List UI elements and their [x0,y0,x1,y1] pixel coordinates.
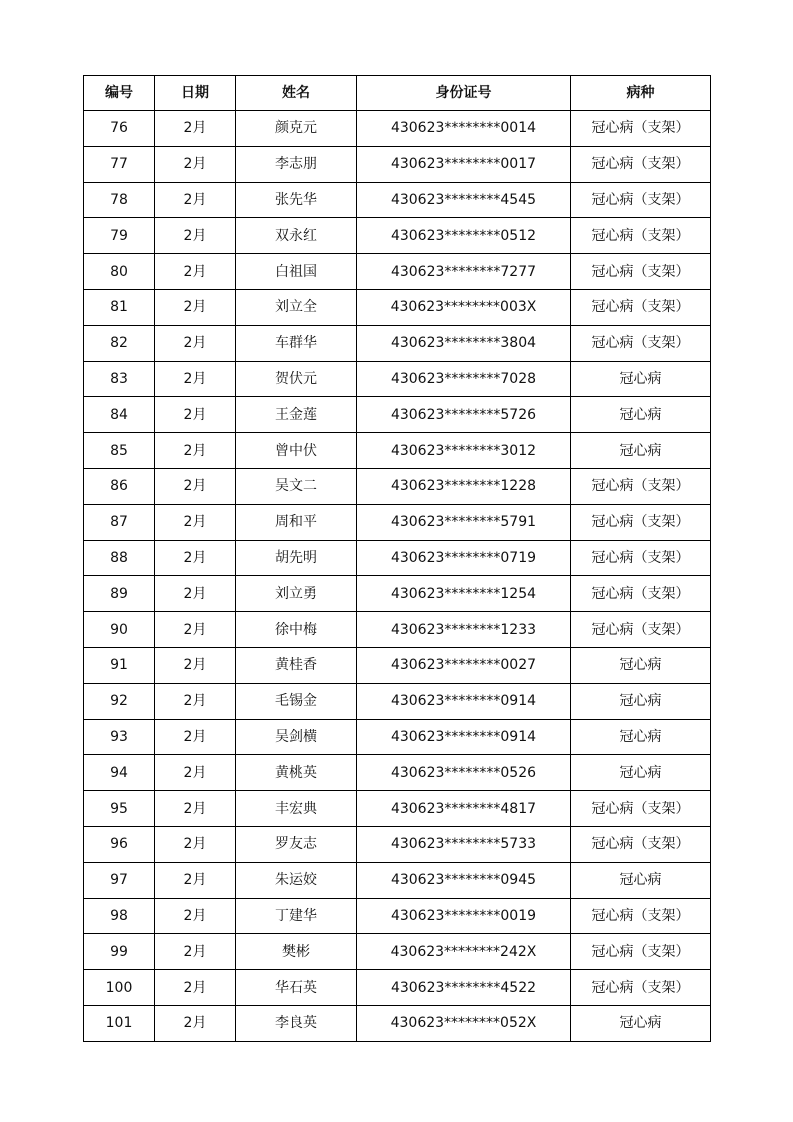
cell-number: 88 [84,540,155,576]
cell-id-number: 430623********5791 [357,504,571,540]
table-row [84,289,711,325]
cell-disease: 冠心病（支架） [571,325,711,361]
cell-number: 93 [84,719,155,755]
cell-disease: 冠心病（支架） [571,182,711,218]
table-row [84,182,711,218]
header-date: 日期 [155,76,236,111]
cell-name: 朱运姣 [236,862,357,898]
table-row [84,970,711,1006]
cell-date: 2月 [155,862,236,898]
cell-name: 颜克元 [236,111,357,147]
cell-disease: 冠心病（支架） [571,898,711,934]
table-row [84,146,711,182]
cell-disease: 冠心病 [571,647,711,683]
cell-name: 徐中梅 [236,612,357,648]
cell-name: 丁建华 [236,898,357,934]
cell-id-number: 430623********0526 [357,755,571,791]
cell-id-number: 430623********0914 [357,683,571,719]
cell-date: 2月 [155,504,236,540]
cell-id-number: 430623********4545 [357,182,571,218]
cell-name: 周和平 [236,504,357,540]
cell-disease: 冠心病（支架） [571,218,711,254]
cell-name: 刘立全 [236,289,357,325]
cell-date: 2月 [155,683,236,719]
cell-id-number: 430623********5733 [357,826,571,862]
cell-date: 2月 [155,540,236,576]
header-name: 姓名 [236,76,357,111]
cell-name: 黄桃英 [236,755,357,791]
cell-disease: 冠心病 [571,397,711,433]
cell-name: 吴文二 [236,468,357,504]
table-row [84,218,711,254]
cell-disease: 冠心病 [571,1005,711,1041]
table-body [84,111,711,1042]
cell-name: 双永红 [236,218,357,254]
header-number: 编号 [84,76,155,111]
cell-number: 96 [84,826,155,862]
cell-date: 2月 [155,576,236,612]
cell-id-number: 430623********1228 [357,468,571,504]
cell-disease: 冠心病（支架） [571,111,711,147]
cell-disease: 冠心病（支架） [571,289,711,325]
table-row [84,325,711,361]
cell-name: 华石英 [236,970,357,1006]
cell-date: 2月 [155,612,236,648]
table-row [84,540,711,576]
cell-date: 2月 [155,898,236,934]
cell-name: 吴剑横 [236,719,357,755]
cell-disease: 冠心病（支架） [571,468,711,504]
cell-name: 刘立勇 [236,576,357,612]
cell-id-number: 430623********242X [357,934,571,970]
cell-number: 81 [84,289,155,325]
cell-disease: 冠心病 [571,719,711,755]
cell-date: 2月 [155,970,236,1006]
cell-date: 2月 [155,254,236,290]
cell-date: 2月 [155,182,236,218]
cell-id-number: 430623********3804 [357,325,571,361]
cell-id-number: 430623********1233 [357,612,571,648]
cell-number: 97 [84,862,155,898]
cell-date: 2月 [155,468,236,504]
cell-disease: 冠心病 [571,862,711,898]
table-row [84,111,711,147]
cell-disease: 冠心病（支架） [571,504,711,540]
cell-id-number: 430623********7277 [357,254,571,290]
cell-name: 白祖国 [236,254,357,290]
cell-name: 李志朋 [236,146,357,182]
cell-disease: 冠心病 [571,683,711,719]
cell-number: 98 [84,898,155,934]
cell-disease: 冠心病（支架） [571,146,711,182]
cell-name: 车群华 [236,325,357,361]
cell-disease: 冠心病（支架） [571,934,711,970]
cell-date: 2月 [155,218,236,254]
cell-id-number: 430623********0027 [357,647,571,683]
cell-name: 王金莲 [236,397,357,433]
cell-date: 2月 [155,719,236,755]
cell-number: 92 [84,683,155,719]
cell-id-number: 430623********0719 [357,540,571,576]
cell-number: 99 [84,934,155,970]
cell-number: 94 [84,755,155,791]
table-row [84,862,711,898]
table-row [84,576,711,612]
cell-disease: 冠心病 [571,755,711,791]
cell-date: 2月 [155,361,236,397]
cell-number: 77 [84,146,155,182]
table-row [84,898,711,934]
cell-name: 曾中伏 [236,433,357,469]
table-row [84,433,711,469]
cell-date: 2月 [155,826,236,862]
cell-number: 85 [84,433,155,469]
cell-number: 83 [84,361,155,397]
table-row [84,791,711,827]
cell-disease: 冠心病（支架） [571,970,711,1006]
cell-name: 李良英 [236,1005,357,1041]
table-row [84,683,711,719]
cell-id-number: 430623********0512 [357,218,571,254]
cell-name: 黄桂香 [236,647,357,683]
header-disease: 病种 [571,76,711,111]
table-row [84,934,711,970]
cell-date: 2月 [155,647,236,683]
cell-date: 2月 [155,1005,236,1041]
cell-name: 樊彬 [236,934,357,970]
cell-date: 2月 [155,791,236,827]
table-row [84,361,711,397]
cell-id-number: 430623********5726 [357,397,571,433]
cell-number: 79 [84,218,155,254]
cell-id-number: 430623********052X [357,1005,571,1041]
cell-name: 毛锡金 [236,683,357,719]
table-row [84,612,711,648]
cell-disease: 冠心病 [571,361,711,397]
cell-id-number: 430623********4817 [357,791,571,827]
table-row [84,397,711,433]
cell-id-number: 430623********003X [357,289,571,325]
cell-date: 2月 [155,325,236,361]
cell-number: 89 [84,576,155,612]
cell-id-number: 430623********0017 [357,146,571,182]
cell-number: 95 [84,791,155,827]
cell-id-number: 430623********1254 [357,576,571,612]
table-row [84,468,711,504]
cell-disease: 冠心病（支架） [571,791,711,827]
cell-id-number: 430623********7028 [357,361,571,397]
table-row [84,719,711,755]
table-row [84,647,711,683]
cell-disease: 冠心病 [571,433,711,469]
cell-number: 80 [84,254,155,290]
cell-number: 82 [84,325,155,361]
cell-date: 2月 [155,755,236,791]
cell-disease: 冠心病（支架） [571,612,711,648]
cell-id-number: 430623********0945 [357,862,571,898]
cell-number: 76 [84,111,155,147]
table-row [84,504,711,540]
cell-date: 2月 [155,433,236,469]
cell-date: 2月 [155,146,236,182]
cell-number: 86 [84,468,155,504]
cell-date: 2月 [155,934,236,970]
cell-number: 90 [84,612,155,648]
cell-number: 100 [84,970,155,1006]
patient-table [83,75,711,1042]
cell-number: 101 [84,1005,155,1041]
cell-id-number: 430623********0019 [357,898,571,934]
table-row [84,755,711,791]
cell-name: 丰宏典 [236,791,357,827]
cell-number: 87 [84,504,155,540]
cell-number: 78 [84,182,155,218]
header-id-number: 身份证号 [357,76,571,111]
table-header-row [84,76,711,111]
cell-disease: 冠心病（支架） [571,254,711,290]
cell-id-number: 430623********0014 [357,111,571,147]
cell-date: 2月 [155,289,236,325]
cell-date: 2月 [155,397,236,433]
cell-name: 贺伏元 [236,361,357,397]
cell-name: 张先华 [236,182,357,218]
cell-id-number: 430623********0914 [357,719,571,755]
cell-id-number: 430623********3012 [357,433,571,469]
cell-number: 91 [84,647,155,683]
cell-name: 胡先明 [236,540,357,576]
cell-number: 84 [84,397,155,433]
cell-date: 2月 [155,111,236,147]
cell-id-number: 430623********4522 [357,970,571,1006]
cell-disease: 冠心病（支架） [571,826,711,862]
table-row [84,254,711,290]
cell-name: 罗友志 [236,826,357,862]
table-row [84,1005,711,1041]
cell-disease: 冠心病（支架） [571,576,711,612]
cell-disease: 冠心病（支架） [571,540,711,576]
table-row [84,826,711,862]
